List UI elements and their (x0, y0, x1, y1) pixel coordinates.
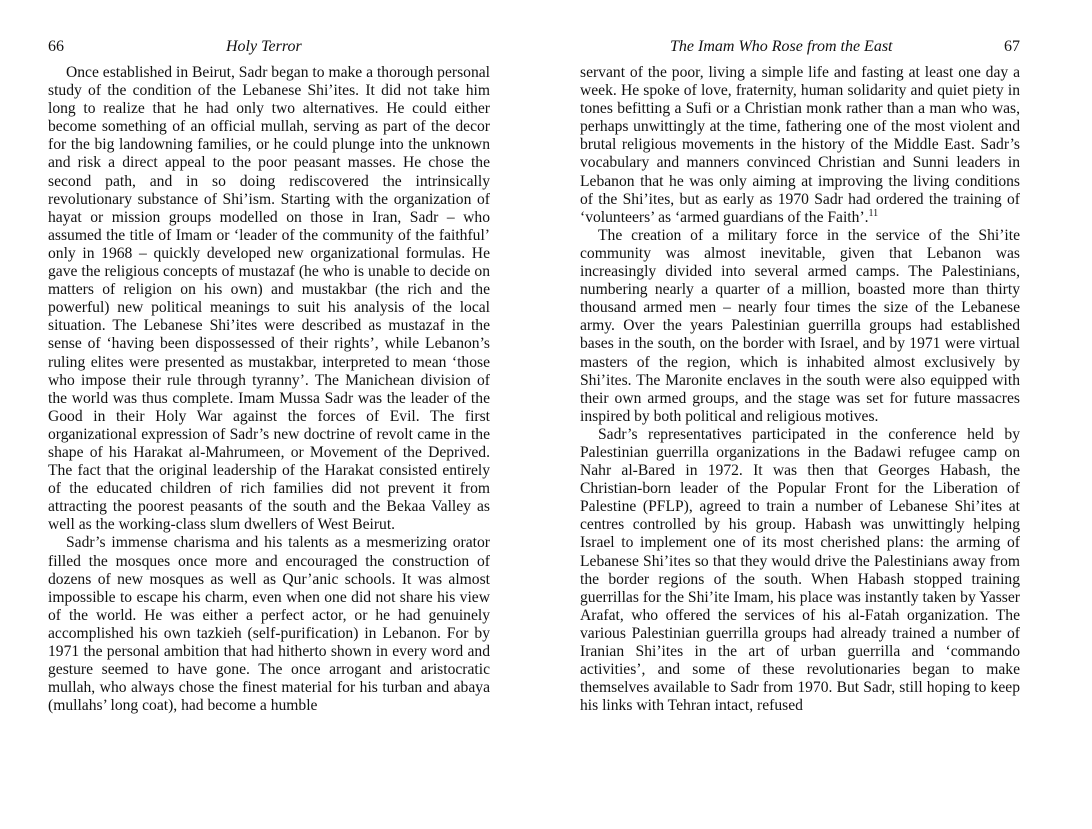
left-running-head (48, 36, 490, 58)
footnote-marker: 11 (868, 207, 879, 219)
right-paragraph-3: Sadr’s representatives participated in the conference held by Palestinian guerrilla organizations in the Badawi refugee camp on Nahr al-Bared in 1972. It was then that Georges Habash, the Christian-born leader of the Popular Front for the Liberation of Palestine (PFLP), agreed to train a number of Lebanese Shi’ites at centres controlled by his group. Habash was unwittingly helping Israel to implement one of its most cherished plans: the arming of Lebanese Shi’ites so that they would drive the Palestinians away from the border regions of the south. When Habash stopped training guerrillas for the Shi’ite Imam, his place was instantly taken by Yasser Arafat, who offered the services of his al-Fatah organization. The various Palestinian guerrilla groups had already trained a number of Iranian Shi’ites in the art of urban guerrilla and ‘commando activities’, and some of these revolutionaries began to make themselves available to Sadr from 1970. But Sadr, still hoping to keep his links with Tehran intact, refused (580, 425, 1020, 715)
right-paragraph-1-text: servant of the poor, living a simple life and fasting at least one day a week. He spoke of love, fraternity, human solidarity and quiet piety in tones befitting a Sufi or a Christian monk rather than a man who was, perhaps unwittingly at the time, fathering one of the most violent and brutal religious movements in the history of the Middle East. Sadr’s vocabulary and manners convinced Christian and Sunni leaders in Lebanon that he was only aiming at improving the living conditions of the Shi’ites, but as early as 1970 Sadr had ordered the training of ‘volunteers’ as ‘armed guardians of the Faith’. (580, 64, 1020, 226)
right-page (580, 0, 1020, 829)
right-running-head (580, 36, 1020, 58)
right-paragraph-2: The creation of a military force in the service of the Shi’ite community was almost inevitable, given that Lebanon was increasingly divided into several armed camps. The Palestinians, numbering nearly a quarter of a million, boasted more than thirty thousand armed men – nearly four times the size of the Lebanese army. Over the years Palestinian guerrilla groups had established bases in the south, on the border with Israel, and by 1971 were virtual masters of the region, which is inhabited almost exclusively by Shi’ites. The Maronite enclaves in the south were also equipped with their own armed groups, and the stage was set for future massacres inspired by both political and religious motives. (580, 226, 1020, 425)
right-paragraph-1 (580, 64, 1020, 227)
left-page-number: 66 (48, 38, 64, 55)
left-running-title: Holy Terror (226, 38, 302, 55)
left-body-text (48, 64, 490, 715)
right-running-title: The Imam Who Rose from the East (670, 38, 893, 55)
left-page (48, 0, 490, 829)
right-page-number: 67 (1004, 38, 1020, 55)
right-body-text (580, 64, 1020, 715)
left-paragraph-1: Once established in Beirut, Sadr began to make a thorough personal study of the condition of the Lebanese Shi’ites. It did not take him long to realize that he had only two alternatives. He could either become something of an official mullah, serving as part of the decor for the big landowning families, or he could plunge into the unknown and risk a direct appeal to the poor peasant masses. He chose the second path, and in so doing rediscovered the intrinsically revolutionary substance of Shi’ism. Starting with the organization of hayat or mission groups modelled on those in Iran, Sadr – who assumed the title of Imam or ‘leader of the community of the faithful’ only in 1968 – quickly developed new organizational formulas. He gave the religious concepts of mustazaf (he who is unable to decide on matters of religion on his own) and mustakbar (the rich and the powerful) new political meanings to suit his analysis of the local situation. The Lebanese Shi’ites were described as mustazaf in the sense of ‘having been dispossessed of their rights’, while Lebanon’s ruling elites were presented as mustakbar, interpreted to mean ‘those who impose their rule through tyranny’. The Manichean division of the world was thus complete. Imam Mussa Sadr was the leader of the Good in their Holy War against the forces of Evil. The first organizational expression of Sadr’s new doctrine of revolt came in the shape of his Harakat al-Mahrumeen, or Movement of the Deprived. The fact that the original leadership of the Harakat consisted entirely of the educated children of rich families did not prevent it from attracting the poorest peasants of the south and the Bekaa Valley as well as the working-class slum dwellers of West Beirut. (48, 64, 490, 534)
left-paragraph-2: Sadr’s immense charisma and his talents as a mesmerizing orator filled the mosques once more and encouraged the construction of dozens of new mosques as well as Qur’anic schools. It was almost impossible to escape his charm, even when one did not share his view of the world. He was either a perfect actor, or he had genuinely accomplished his own tazkieh (self-purification) in Lebanon. For by 1971 the personal ambition that had hitherto shown in every word and gesture seemed to have gone. The once arrogant and aristocratic mullah, who always chose the finest material for his turban and abaya (mullahs’ long coat), had become a humble (48, 534, 490, 715)
